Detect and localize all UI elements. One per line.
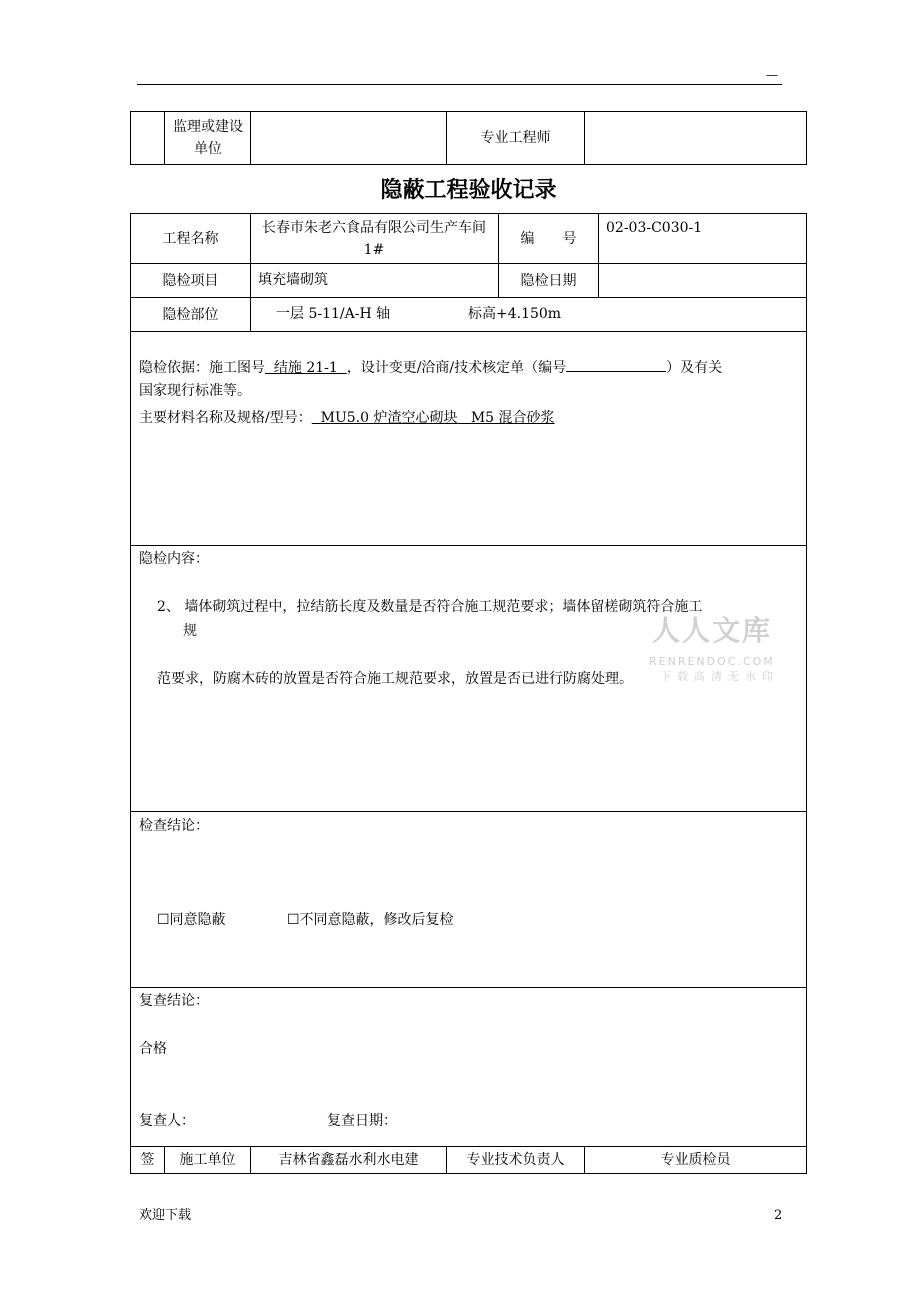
basis-middle: ，设计变更/洽商/技术核定单（编号 — [346, 360, 567, 376]
recheck-result: 合格 — [139, 1041, 167, 1057]
watermark-slogan: 下载高清无水印 — [660, 670, 779, 683]
number-value: 02-03-C030-1 — [606, 220, 703, 236]
page-mark: — — [766, 68, 778, 82]
change-number-blank — [566, 357, 666, 372]
location-value: 一层 5-11/A-H 轴 — [276, 306, 391, 322]
footer-text: 欢迎下载 — [139, 1208, 192, 1223]
materials-value: MU5.0 炉渣空心砌块 M5 混合砂浆 — [311, 410, 555, 426]
materials-line — [139, 407, 555, 429]
basis-prefix: 隐检依据：施工图号 — [139, 360, 265, 376]
basis-line1 — [139, 357, 722, 379]
item-label: 隐检项目 — [162, 272, 219, 289]
project-name-value: 长春市朱老六食品有限公司生产车间 1# — [262, 219, 486, 258]
watermark-domain: RENRENDOC.COM — [649, 655, 775, 668]
content-label: 隐检内容： — [139, 551, 209, 567]
supervisor-label: 监理或建设单位 — [173, 119, 243, 157]
content-line1: 2、 墙体砌筑过程中，拉结筋长度及数量是否符合施工规范要求；墙体留槎砌筑符合施工 — [157, 599, 703, 615]
materials-label: 主要材料名称及规格/型号： — [139, 410, 312, 426]
elevation-value: 标高+4.150m — [468, 306, 562, 322]
date-label: 隐检日期 — [520, 272, 577, 289]
agree-checkbox[interactable]: ☐同意隐蔽 — [157, 912, 226, 928]
item-value: 填充墙砌筑 — [258, 272, 328, 288]
page-number: 2 — [774, 1208, 783, 1223]
header-rule — [137, 84, 782, 85]
content-line2: 规 — [183, 623, 197, 639]
engineer-label: 专业工程师 — [480, 130, 551, 146]
construction-unit-label: 施工单位 — [179, 1152, 236, 1168]
construction-unit-value: 吉林省鑫磊水利水电建 — [278, 1152, 419, 1168]
content-line3: 范要求，防腐木砖的放置是否符合施工规范要求，放置是否已进行防腐处理。 — [157, 671, 633, 687]
check-label: 检查结论： — [139, 818, 209, 834]
number-label: 编 号 — [520, 230, 577, 247]
recheck-label: 复查结论： — [139, 993, 209, 1009]
disagree-checkbox[interactable]: ☐不同意隐蔽，修改后复检 — [287, 912, 454, 928]
recheck-person-label: 复查人： — [139, 1113, 195, 1129]
sign-label: 签 — [140, 1152, 155, 1168]
basis-suffix: ）及有关 — [666, 360, 723, 376]
location-label: 隐检部位 — [162, 306, 219, 323]
watermark-brand: 人人文库 — [652, 614, 773, 647]
qc-inspector-label: 专业质检员 — [660, 1152, 731, 1168]
recheck-date-label: 复查日期： — [327, 1113, 397, 1129]
basis-line2: 国家现行标准等。 — [139, 383, 251, 399]
page-title: 隐蔽工程验收记录 — [380, 178, 557, 203]
drawing-number: 结施 21-1 — [265, 360, 347, 376]
tech-lead-label: 专业技术负责人 — [466, 1152, 565, 1168]
project-name-label: 工程名称 — [162, 230, 219, 247]
